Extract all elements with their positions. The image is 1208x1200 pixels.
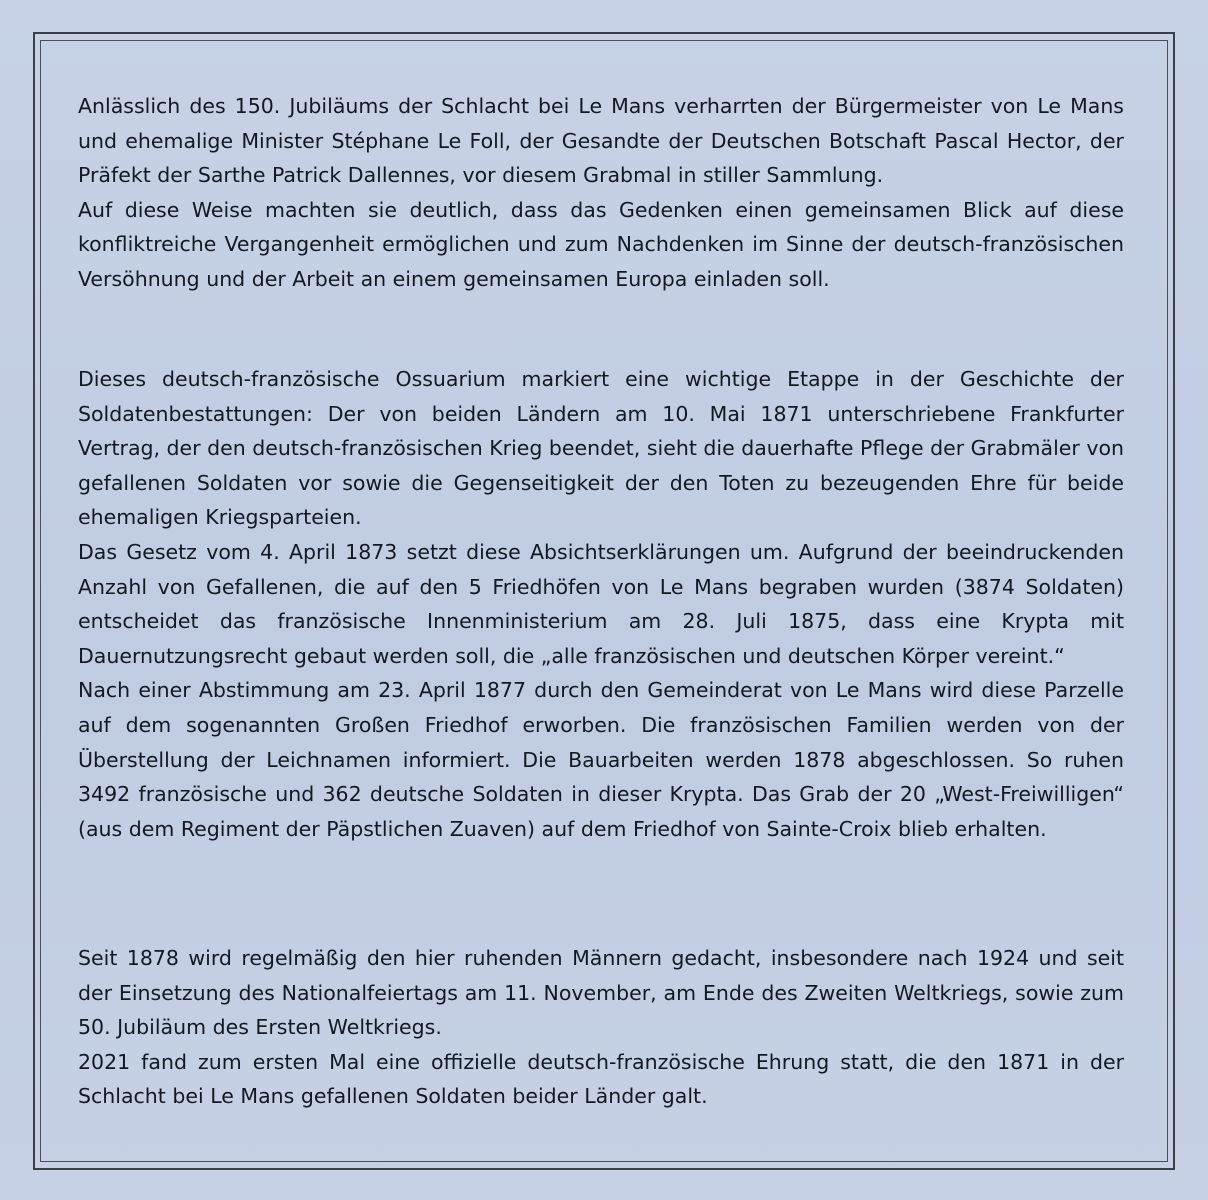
paragraph-meaning: Auf diese Weise machten sie deutlich, dass das Gedenken einen gemeinsamen Blick auf diese konfliktreiche Vergangenheit ermöglichen und zum Nachdenken im Sinne der deutsch-französischen Versöhnung und der Arbeit an einem gemeinsamen Europa einladen soll.: [78, 197, 1124, 291]
paragraph-ceremony: Anlässlich des 150. Jubiläums der Schlacht bei Le Mans verharrten der Bürgermeister von Le Mans und ehemalige Minister Stéphane Le Foll, der Gesandte der Deutschen Botschaft Pascal Hector, der Präfekt der Sarthe Patrick Dallennes, vor diesem Grabmal in stiller Sammlung.: [78, 94, 1124, 188]
paragraph-crypt-construction: Nach einer Abstimmung am 23. April 1877 durch den Gemeinderat von Le Mans wird diese Parzelle auf dem sogenannten Großen Friedhof erworben. Die französischen Familien werden von der Überstellung der Leichnamen informiert. Die Bauarbeiten werden 1878 abgeschlossen. So ruhen 3492 französische und 362 deutsche Soldaten in dieser Krypta. Das Grab der 20 „West-Freiwilligen“ (aus dem Regiment der Päpstlichen Zuaven) auf dem Friedhof von Sainte-Croix blieb erhalten.: [78, 678, 1124, 841]
paragraph-since-1878: Seit 1878 wird regelmäßig den hier ruhenden Männern gedacht, insbesondere nach 1924 und seit der Einsetzung des Nationalfeiertags am 11. November, am Ende des Zweiten Weltkriegs, sowie zum 50. Jubiläum des Ersten Weltkriegs.: [78, 946, 1124, 1040]
section-ossuary-history: [78, 362, 1124, 846]
paragraph-law-1873: Das Gesetz vom 4. April 1873 setzt diese Absichtserklärungen um. Aufgrund der beeindruckenden Anzahl von Gefallenen, die auf den 5 Friedhöfen von Le Mans begraben wurden (3874 Soldaten) entscheidet das französische Innenministerium am 28. Juli 1875, dass eine Krypta mit Dauernutzungsrecht gebaut werden soll, die „alle französischen und deutschen Körper vereint.“: [78, 539, 1124, 668]
section-remembrance: [78, 941, 1124, 1114]
paragraph-2021-honour: 2021 fand zum ersten Mal eine offizielle deutsch-französische Ehrung statt, die den 1871 in der Schlacht bei Le Mans gefallenen Soldaten beider Länder galt.: [78, 1049, 1124, 1109]
paragraph-frankfurt-treaty: Dieses deutsch-französische Ossuarium markiert eine wichtige Etappe in der Geschichte der Soldatenbestattungen: Der von beiden Ländern am 10. Mai 1871 unterschriebene Frankfurter Vertrag, der den deutsch-französischen Krieg beendet, sieht die dauerhafte Pflege der Grabmäler von gefallenen Soldaten vor sowie die Gegenseitigkeit der den Toten zu bezeugenden Ehre für beide ehemaligen Kriegsparteien.: [78, 367, 1124, 530]
section-commemoration-2021: [78, 89, 1124, 297]
